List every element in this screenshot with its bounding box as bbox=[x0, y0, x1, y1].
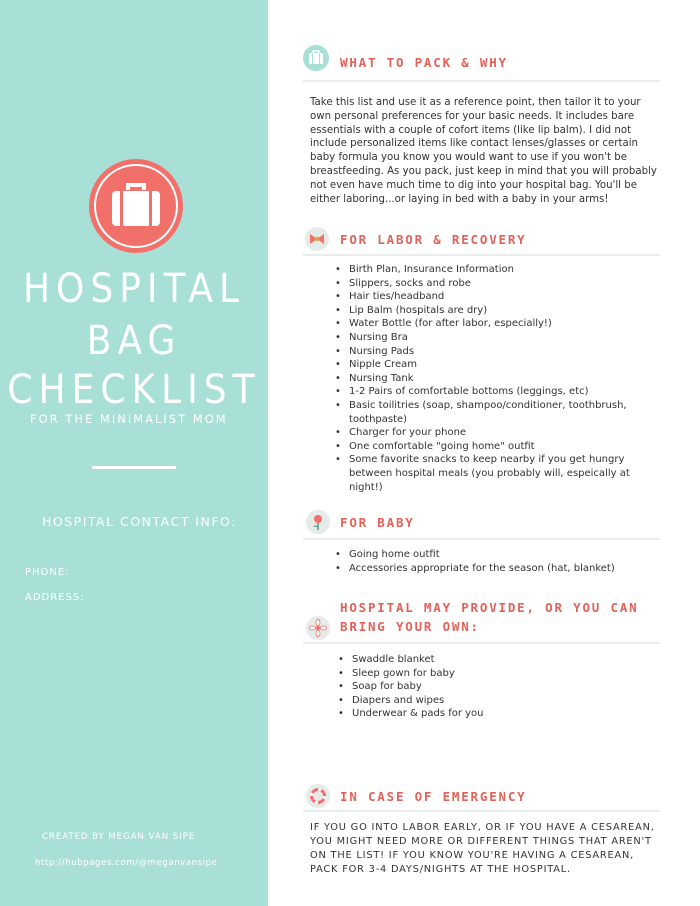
section-title-pack: WHAT TO PACK & WHY bbox=[340, 55, 508, 70]
pack-intro: Take this list and use it as a reference point, then tailor it to your own personal preferences for your basic needs. It includes bare essentials with a couple of cofort items (like lip balm). I did not include personalized items like contact lenses/glasses or certain baby formula you know you would want to use if you won't be breastfeeding. As you pack, just keep in mind that you will probably not even have much time to dig into your hospital bag. You'll be either laboring...or laying in bed with a baby in your arms! bbox=[310, 97, 657, 205]
section-title-baby: FOR BABY bbox=[340, 515, 415, 530]
section-rule bbox=[303, 810, 660, 812]
address-label: ADDRESS: bbox=[25, 592, 85, 603]
baby-list bbox=[335, 548, 655, 575]
list-item: • Nursing Tank bbox=[335, 372, 655, 386]
list-item: • Some favorite snacks to keep nearby if you get hungry between hospital meals (you probably will, espeically at night!) bbox=[335, 453, 655, 494]
section-title-provide-1: HOSPITAL MAY PROVIDE, OR YOU CAN bbox=[340, 600, 639, 615]
emergency-text: IF YOU GO INTO LABOR EARLY, OR IF YOU HAVE A CESAREAN, YOU MIGHT NEED MORE OR DIFFERENT THINGS THAT AREN'T ON THE LIST! IF YOU KNOW YOU'RE HAVING A CESAREAN, PACK FOR 3-4 DAYS/NIGHTS AT THE HOSPITAL. bbox=[310, 822, 655, 875]
section-icon-labor bbox=[305, 227, 329, 251]
sidebar bbox=[0, 0, 268, 906]
subtitle: FOR THE MINIMALIST MOM bbox=[30, 412, 228, 426]
list-item: • Lip Balm (hospitals are dry) bbox=[335, 304, 655, 318]
title-line-2: BAG bbox=[86, 318, 182, 364]
list-item: • Basic toilitries (soap, shampoo/conditioner, toothbrush, toothpaste) bbox=[335, 399, 655, 426]
lifebuoy-icon bbox=[306, 784, 330, 808]
section-title-labor: FOR LABOR & RECOVERY bbox=[340, 232, 527, 247]
labor-list bbox=[335, 263, 655, 494]
section-icon-emergency bbox=[306, 784, 330, 808]
section-icon-baby bbox=[306, 510, 330, 534]
list-item: • Nursing Pads bbox=[335, 345, 655, 359]
suitcase-icon bbox=[111, 182, 161, 228]
section-rule bbox=[303, 80, 660, 82]
list-item: • Charger for your phone bbox=[335, 426, 655, 440]
list-item: • Hair ties/headband bbox=[335, 290, 655, 304]
list-item: • Swaddle blanket bbox=[338, 653, 638, 667]
list-item: • Birth Plan, Insurance Information bbox=[335, 263, 655, 277]
list-item: • Slippers, socks and robe bbox=[335, 277, 655, 291]
list-item: • Going home outfit bbox=[335, 548, 655, 562]
title-line-1: HOSPITAL bbox=[22, 266, 246, 312]
list-item: • Water Bottle (for after labor, especially!) bbox=[335, 317, 655, 331]
provide-list bbox=[338, 653, 638, 721]
section-icon-provide bbox=[306, 616, 330, 640]
section-rule bbox=[303, 254, 660, 256]
list-item: • Nipple Cream bbox=[335, 358, 655, 372]
list-item: • Accessories appropriate for the season (hat, blanket) bbox=[335, 562, 655, 576]
section-icon-pack bbox=[303, 45, 329, 71]
section-title-provide-2: BRING YOUR OWN: bbox=[340, 619, 480, 634]
list-item: • Sleep gown for baby bbox=[338, 667, 638, 681]
suitcase-logo bbox=[89, 159, 183, 253]
list-item: • 1-2 Pairs of comfortable bottoms (leggings, etc) bbox=[335, 385, 655, 399]
daisy-icon bbox=[306, 616, 330, 640]
credit: CREATED BY MEGAN VAN SIPE bbox=[42, 832, 196, 842]
contact-heading: HOSPITAL CONTACT INFO: bbox=[42, 514, 237, 529]
list-item: • Nursing Bra bbox=[335, 331, 655, 345]
list-item: • One comfortable "going home" outfit bbox=[335, 440, 655, 454]
list-item: • Underwear & pads for you bbox=[338, 707, 638, 721]
list-item: • Diapers and wipes bbox=[338, 694, 638, 708]
author-url[interactable]: http://hubpages.com/@meganvansipe bbox=[35, 858, 218, 868]
section-rule bbox=[303, 538, 660, 540]
section-rule bbox=[303, 642, 660, 644]
list-item: • Soap for baby bbox=[338, 680, 638, 694]
title-line-3: CHECKLIST bbox=[7, 367, 261, 413]
flower-icon bbox=[306, 510, 330, 534]
suitcase-icon bbox=[303, 45, 329, 71]
bow-icon bbox=[305, 227, 329, 251]
phone-label: PHONE: bbox=[25, 567, 70, 578]
section-title-emergency: IN CASE OF EMERGENCY bbox=[340, 789, 527, 804]
divider bbox=[92, 466, 176, 469]
